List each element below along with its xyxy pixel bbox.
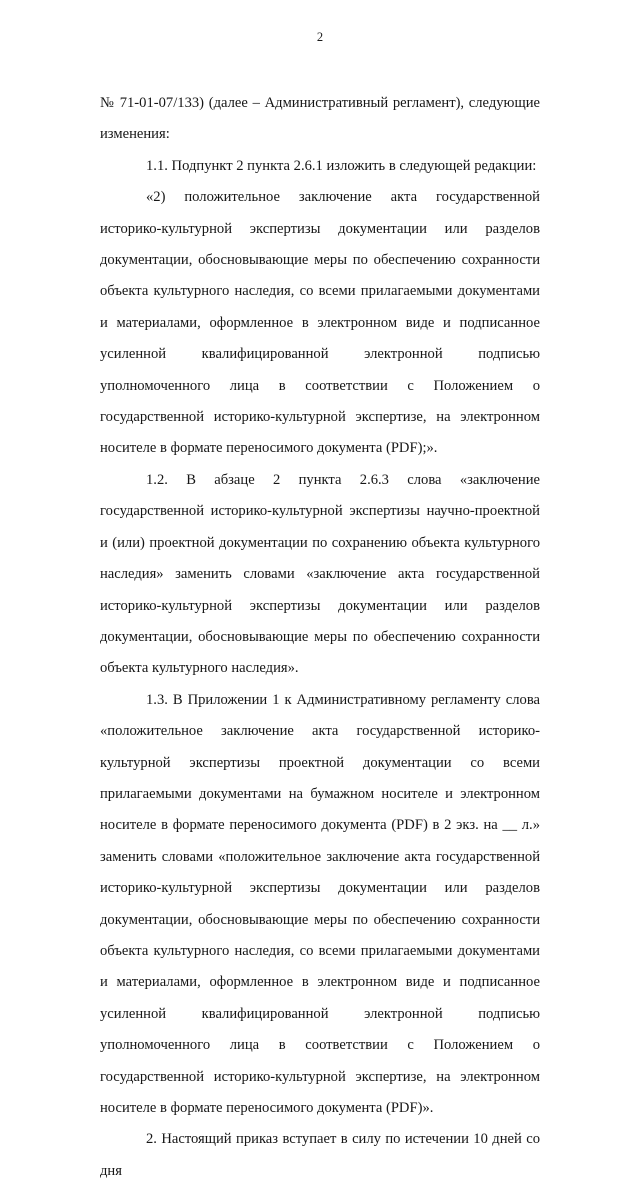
page-number: 2 <box>316 30 324 44</box>
paragraph-1-1-quote: «2) положительное заключение акта государственной историко-культурной экспертизы документации или разделов документации, обосновывающие меры по обеспечению сохранности объекта культурного наследия, со всеми прилагаемыми документами и материалами, оформленное в электронном виде и подписанное усиленной квалифицированной электронной подписью уполномоченного лица в соответствии с Положением о государственной историко-культурной экспертизе, на электронном носителе в формате переносимого документа (PDF);». <box>100 189 540 457</box>
paragraph-1-3: 1.3. В Приложении 1 к Административному регламенту слова «положительное заключение акта государственной историко-культурной экспертизы проектной документации со всеми прилагаемыми документами на бумажном носителе и электронном носителе в формате переносимого документа (PDF) в 2 экз. на __ л.» заменить словами «положительное заключение акта государственной историко-культурной экспертизы документации или разделов документации, обосновывающие меры по обеспечению сохранности объекта культурного наследия, со всеми прилагаемыми документами и материалами, оформленное в электронном виде и подписанное усиленной квалифицированной электронной подписью уполномоченного лица в соответствии с Положением о государственной историко-культурной экспертизе, на электронном носителе в формате переносимого документа (PDF)». <box>100 691 540 1116</box>
paragraph-intro: № 71-01-07/133) (далее – Административный регламент), следующие изменения: <box>100 95 540 143</box>
paragraph-1-1: 1.1. Подпункт 2 пункта 2.6.1 изложить в следующей редакции: <box>146 157 537 174</box>
paragraph-2: 2. Настоящий приказ вступает в силу по истечении 10 дней со дня <box>100 1131 540 1179</box>
document-body <box>100 88 540 1187</box>
paragraph-1-2: 1.2. В абзаце 2 пункта 2.6.3 слова «заключение государственной историко-культурной экспертизы научно-проектной и (или) проектной документации по сохранению объекта культурного наследия» заменить словами «заключение акта государственной историко-культурной экспертизы документации или разделов документации, обосновывающие меры по обеспечению сохранности объекта культурного наследия». <box>100 471 540 677</box>
